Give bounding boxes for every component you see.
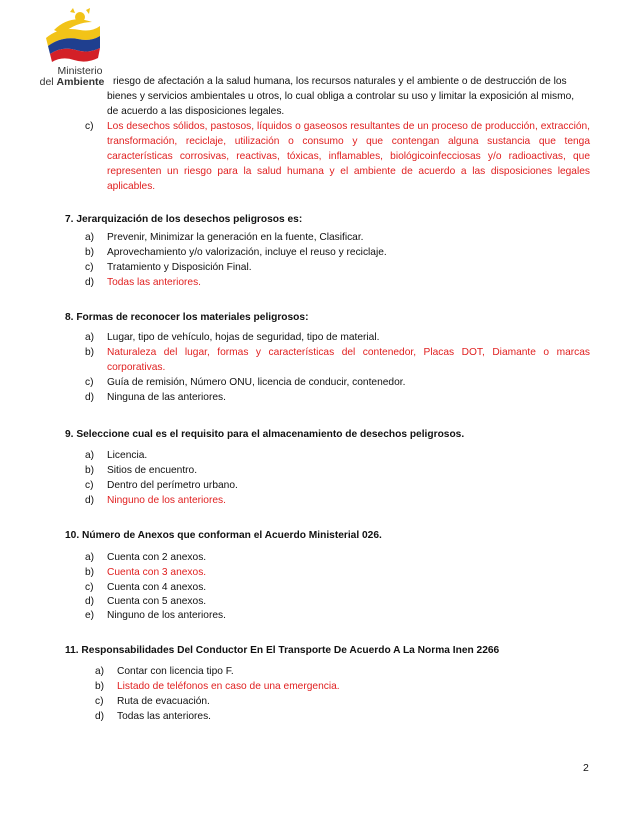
logo-line-ambiente: del Ambiente [39, 76, 105, 88]
option-letter: c) [85, 121, 94, 132]
page-number: 2 [583, 762, 589, 774]
question-7-title: 7. Jerarquización de los desechos peligrosos es: [65, 214, 303, 225]
continuation-paragraph [107, 74, 590, 119]
question-9-title: 9. Seleccione cual es el requisito para el almacenamiento de desechos peligrosos. [65, 429, 465, 440]
continuation-line-2: bienes y servicios ambientales u otros, lo cual obliga a controlar su uso y limitar la exposición al mismo, [107, 91, 575, 102]
continuation-line-3: de acuerdo a las disposiciones legales. [107, 106, 285, 117]
ministry-emblem-icon [40, 8, 104, 66]
question-8-title: 8. Formas de reconocer los materiales peligrosos: [65, 312, 309, 323]
question-10-title: 10. Número de Anexos que conforman el Acuerdo Ministerial 026. [65, 530, 382, 541]
continuation-line-1: riesgo de afectación a la salud humana, los recursos naturales y el ambiente o de destrucción de los [113, 76, 567, 87]
logo-line-ministerio: Ministerio [57, 65, 103, 77]
question-11-title: 11. Responsabilidades Del Conductor En El Transporte De Acuerdo A La Norma Inen 2266 [65, 645, 500, 656]
option-text: Los desechos sólidos, pastosos, líquidos o gaseosos resultantes de un proceso de producción, extracción, transformación, reciclaje, utilización o consumo y que contengan alguna sustancia que tenga características corrosivas, reactivas, tóxicas, inflamables, biológicoinfecciosas y/o radioactivas, que representen un riesgo para la salud humana y el ambiente de acuerdo a las disposiciones legales aplicables. [107, 121, 590, 192]
